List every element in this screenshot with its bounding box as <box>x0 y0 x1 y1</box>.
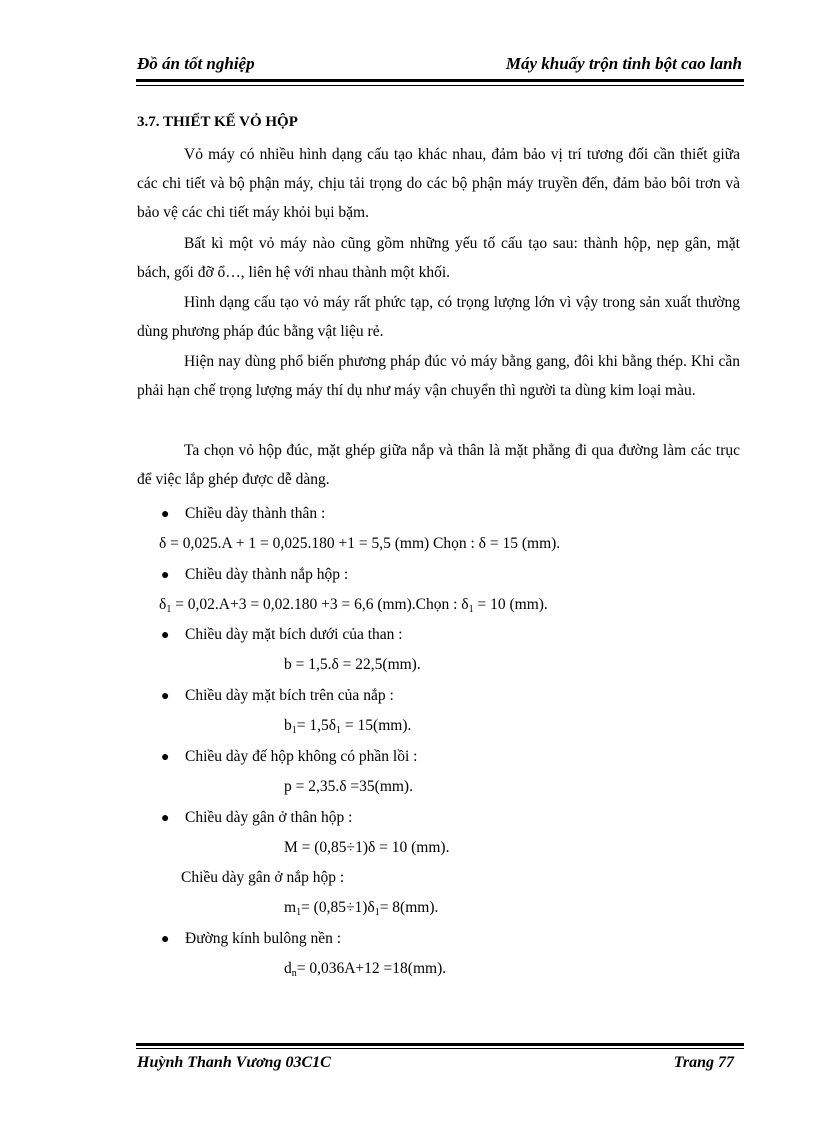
item-cover-thickness-formula: $\delta_1 = 0,02.A+3 = 0,02.180 +3 = 6,6$ (mm).Chọn : $\delta_1 = 10$ (mm). <box>159 596 548 615</box>
paragraph-3: Hình dạng cấu tạo vỏ máy rất phức tạp, có trọng lượng lớn vì vậy trong sản xuất thường dùng phương pháp đúc bằng vật liệu rẻ. <box>137 294 740 340</box>
item-upper-flange-formula: $b_1= 1,5\delta_1 = 15(mm)$. <box>284 717 412 736</box>
bullet-icon: ● <box>161 811 170 826</box>
footer-rule-thin <box>136 1048 744 1049</box>
footer-author: Huỳnh Thanh Vương 03C1C <box>137 1054 331 1071</box>
item-base-thickness-label: Chiều dày đế hộp không có phần lồi : <box>185 748 418 765</box>
bullet-icon: ● <box>161 628 170 643</box>
item-cover-rib-formula: $m_1= (0,85\div 1)\delta_1= 8(mm)$. <box>284 899 439 918</box>
header-rule-thin <box>136 85 744 86</box>
section-heading: 3.7. THIẾT KẾ VỎ HỘP <box>137 114 298 130</box>
item-bolt-diameter-formula: $d_n= 0,036A+12 =18(mm)$. <box>284 960 447 979</box>
paragraph-4: Hiện nay dùng phổ biến phương pháp đúc vỏ máy bằng gang, đôi khi bằng thép. Khi cần phải hạn chế trọng lượng máy thí dụ như máy vận chuyển thì người ta dùng kim loại màu. <box>137 353 740 399</box>
bullet-icon: ● <box>161 689 170 704</box>
bullet-icon: ● <box>161 507 170 522</box>
page-footer <box>137 1050 740 1074</box>
bullet-icon: ● <box>161 932 170 947</box>
header-right-title: Máy khuấy trộn tinh bột cao lanh <box>505 54 742 73</box>
page-header <box>137 50 742 80</box>
item-body-rib-formula: M = (0,85÷1)δ = 10 (mm). <box>284 839 450 856</box>
header-left-title: Đồ án tốt nghiệp <box>137 54 255 73</box>
page-number: Trang 77 <box>673 1054 734 1071</box>
bullet-icon: ● <box>161 568 170 583</box>
paragraph-2: Bất kì một vỏ máy nào cũng gồm những yếu tố cấu tạo sau: thành hộp, nẹp gân, mặt bách, gối đỡ ổ…, liên hệ với nhau thành một khối. <box>137 235 740 281</box>
item-lower-flange-label: Chiều dày mặt bích dưới của than : <box>185 626 403 643</box>
item-wall-thickness-label: Chiều dày thành thân : <box>185 505 326 522</box>
item-cover-thickness-label: Chiều dày thành nắp hộp : <box>185 566 349 583</box>
item-cover-rib-label: Chiều dày gân ở nắp hộp : <box>181 869 345 886</box>
item-base-thickness-formula: p = 2,35.δ =35(mm). <box>284 778 413 795</box>
item-wall-thickness-formula: δ = 0,025.A + 1 = 0,025.180 +1 = 5,5 (mm) Chọn : δ = 15 (mm). <box>159 535 561 552</box>
paragraph-1: Vỏ máy có nhiều hình dạng cấu tạo khác nhau, đảm bảo vị trí tương đối cần thiết giữa các chi tiết và bộ phận máy, chịu tải trọng do các bộ phận máy truyền đến, đảm bảo bôi trơn và bảo vệ các chi tiết máy khỏi bụi bặm. <box>137 146 740 221</box>
item-upper-flange-label: Chiều dày mặt bích trên của nắp : <box>185 687 394 704</box>
bullet-icon: ● <box>161 750 170 765</box>
item-lower-flange-formula: b = 1,5.δ = 22,5(mm). <box>284 656 421 673</box>
footer-rule-thick <box>136 1043 744 1046</box>
header-rule-thick <box>136 79 744 82</box>
item-body-rib-label: Chiều dày gân ở thân hộp : <box>185 809 353 826</box>
item-bolt-diameter-label: Đường kính bulông nền : <box>185 930 342 947</box>
paragraph-5: Ta chọn vỏ hộp đúc, mặt ghép giữa nắp và thân là mặt phẳng đi qua đường làm các trục để việc lắp ghép được dễ dàng. <box>137 442 740 488</box>
